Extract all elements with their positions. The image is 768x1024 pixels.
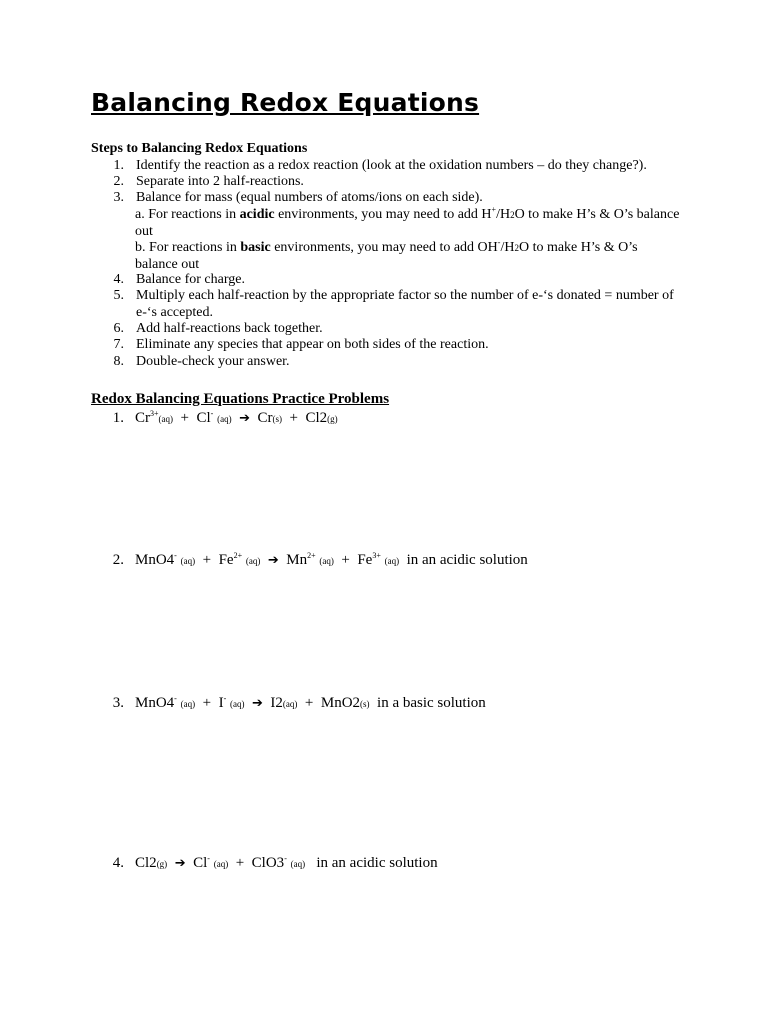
practice-problem-3: 3. MnO4- (aq) + I- (aq) ➔ I2(aq) + MnO2(s) in a basic solution bbox=[112, 694, 486, 711]
step-text: Identify the reaction as a redox reaction (look at the oxidation numbers – do they change?). bbox=[136, 158, 647, 173]
step-number: 8. bbox=[113, 354, 124, 369]
step-text: Separate into 2 half-reactions. bbox=[136, 174, 304, 189]
reaction-arrow-icon: ➔ bbox=[239, 411, 250, 426]
substep-basic: b. For reactions in basic environments, you may need to add OH-/H2O to make H’s & O’s balance out bbox=[135, 238, 638, 272]
reaction-arrow-icon: ➔ bbox=[251, 696, 263, 711]
reaction-arrow-icon: ➔ bbox=[267, 553, 279, 568]
step-number: 4. bbox=[113, 272, 124, 287]
steps-heading: Steps to Balancing Redox Equations bbox=[91, 141, 308, 156]
reaction-arrow-icon: ➔ bbox=[174, 856, 186, 871]
step-text: Double-check your answer. bbox=[136, 354, 290, 369]
practice-heading: Redox Balancing Equations Practice Problems bbox=[91, 391, 390, 407]
step-number: 3. bbox=[113, 190, 124, 205]
substep-acidic: a. For reactions in acidic environments, you may need to add H+/H2O to make H’s & O’s balance out bbox=[135, 205, 680, 239]
step-text: Add half-reactions back together. bbox=[136, 321, 323, 336]
practice-problem-1: 1. $Cr^{3+}(aq) + Cl^-$ (aq) ➔ Cr(s) + Cl2(g) bbox=[112, 409, 338, 426]
step-number: 5. bbox=[113, 288, 124, 303]
practice-problem-4: 4. Cl2(g) ➔ Cl- (aq) + ClO3- (aq) in an acidic solution bbox=[112, 854, 438, 871]
step-text: Multiply each half-reaction by the appropriate factor so the number of e-‘s donated = number of e-‘s accepted. bbox=[136, 288, 674, 320]
step-text: Balance for charge. bbox=[136, 272, 245, 287]
page-title: Balancing Redox Equations bbox=[91, 88, 480, 117]
step-number: 7. bbox=[113, 337, 124, 352]
step-text: Eliminate any species that appear on both sides of the reaction. bbox=[136, 337, 489, 352]
step-number: 6. bbox=[113, 321, 124, 336]
step-number: 1. bbox=[113, 158, 124, 173]
practice-problem-2: 2. MnO4- $(aq) + Fe^{2+}$ (aq) ➔ $Mn^{2+}$ $(aq) + Fe^{3+}$ (aq) in an acidic solution bbox=[112, 551, 528, 568]
step-number: 2. bbox=[113, 174, 124, 189]
step-text: Balance for mass (equal numbers of atoms/ions on each side). bbox=[136, 190, 483, 205]
